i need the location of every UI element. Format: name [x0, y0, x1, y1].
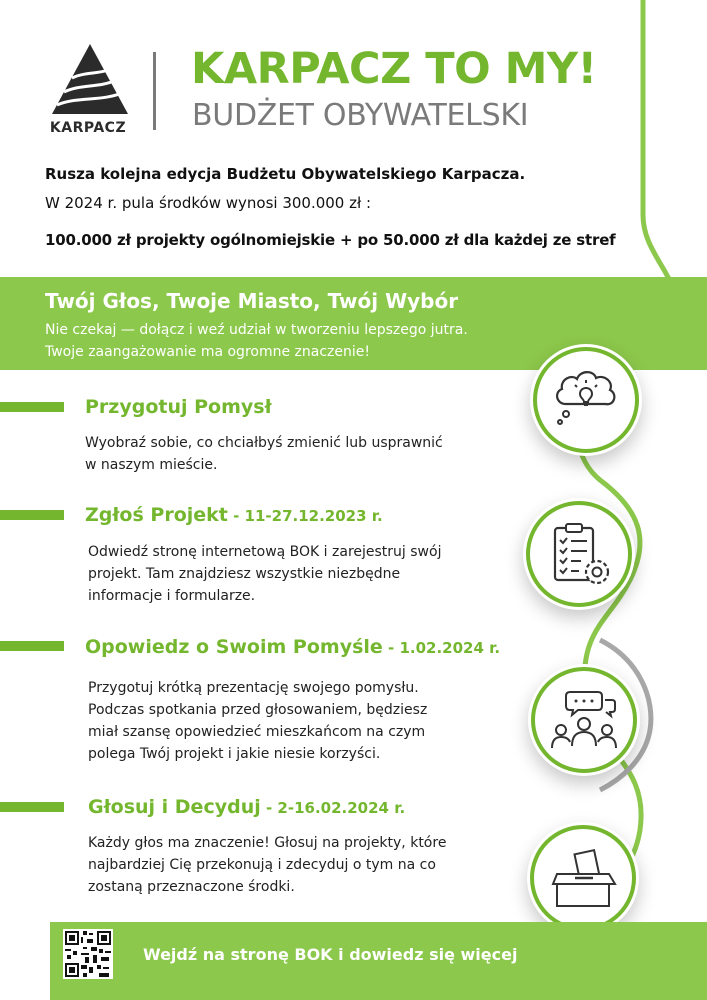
people-discussion-icon — [528, 664, 640, 776]
step-1-title-text: Przygotuj Pomysł — [85, 396, 272, 418]
mountain-logo-icon — [48, 42, 132, 122]
step-1-icon-circle — [530, 344, 642, 456]
footer-cta-link[interactable]: Wejdź na stronę BOK i dowiedz się więcej — [143, 945, 518, 964]
intro-line-2: W 2024 r. pula środków wynosi 300.000 zł : — [45, 194, 372, 212]
karpacz-logo — [40, 42, 140, 142]
banner-title: Twój Głos, Twoje Miasto, Twój Wybór — [45, 289, 459, 313]
clipboard-gear-icon — [523, 498, 635, 610]
step-3-line-4: polega Twój projekt i jakie niesie korzyści. — [88, 746, 381, 762]
step-1-line-2: w naszym mieście. — [85, 457, 218, 473]
qr-code[interactable] — [63, 929, 113, 979]
banner-line-2: Twoje zaangażowanie ma ogromne znaczenie! — [45, 344, 370, 360]
step-3-icon-circle — [528, 664, 640, 776]
banner-line-1: Nie czekaj — dołącz i weź udział w tworzeniu lepszego jutra. — [45, 322, 468, 338]
step-1-title — [85, 396, 272, 418]
step-4-line-2: najbardziej Cię przekonują i zdecyduj o tym na co — [88, 857, 436, 873]
step-4-icon-circle — [527, 822, 639, 934]
step-3-title-text: Opowiedz o Swoim Pomyśle — [85, 636, 383, 658]
step-2-bar — [0, 510, 64, 520]
step-2-line-1: Odwiedź stronę internetową BOK i zarejestruj swój — [88, 544, 442, 560]
step-1-text — [85, 432, 443, 476]
step-2-title — [85, 504, 383, 526]
header-divider — [153, 52, 156, 130]
step-3-bar — [0, 641, 64, 651]
step-4-line-3: zostaną przeznaczone środki. — [88, 879, 295, 895]
intro-line-1: Rusza kolejna edycja Budżetu Obywatelskiego Karpacza. — [45, 165, 526, 183]
step-2-date: - 11-27.12.2023 r. — [227, 507, 383, 525]
banner-text — [45, 319, 468, 363]
logo-text: KARPACZ — [49, 120, 127, 136]
step-4-bar — [0, 802, 64, 812]
step-2-icon-circle — [523, 498, 635, 610]
step-2-title-text: Zgłoś Projekt — [85, 504, 228, 526]
ballot-box-icon — [527, 822, 639, 934]
step-3-line-2: Podczas spotkania przed głosowaniem, będziesz — [88, 702, 428, 718]
step-2-text — [88, 541, 441, 607]
step-2-line-3: informacje i formularze. — [88, 588, 256, 604]
step-4-line-1: Każdy głos ma znaczenie! Głosuj na projekty, które — [88, 835, 447, 851]
step-3-text — [88, 677, 427, 765]
step-4-title-text: Głosuj i Decyduj — [88, 796, 261, 818]
step-3-title — [85, 636, 500, 658]
step-4-title — [88, 796, 405, 818]
step-3-date: - 1.02.2024 r. — [382, 639, 501, 657]
intro-line-3: 100.000 zł projekty ogólnomiejskie + po 50.000 zł dla każdej ze stref — [45, 231, 616, 249]
page-title: KARPACZ TO MY! — [191, 44, 597, 94]
step-4-date: - 2-16.02.2024 r. — [260, 799, 406, 817]
step-3-line-3: miał szansę opowiedzieć mieszkańcom na czym — [88, 724, 426, 740]
step-4-text — [88, 832, 446, 898]
page-subtitle: BUDŻET OBYWATELSKI — [192, 98, 529, 133]
idea-lightbulb-icon — [530, 344, 642, 456]
qr-code-icon — [63, 929, 113, 979]
step-3-line-1: Przygotuj krótką prezentację swojego pomysłu. — [88, 680, 419, 696]
step-1-line-1: Wyobraź sobie, co chciałbyś zmienić lub usprawnić — [85, 435, 443, 451]
step-1-bar — [0, 402, 64, 412]
step-2-line-2: projekt. Tam znajdziesz wszystkie niezbędne — [88, 566, 401, 582]
